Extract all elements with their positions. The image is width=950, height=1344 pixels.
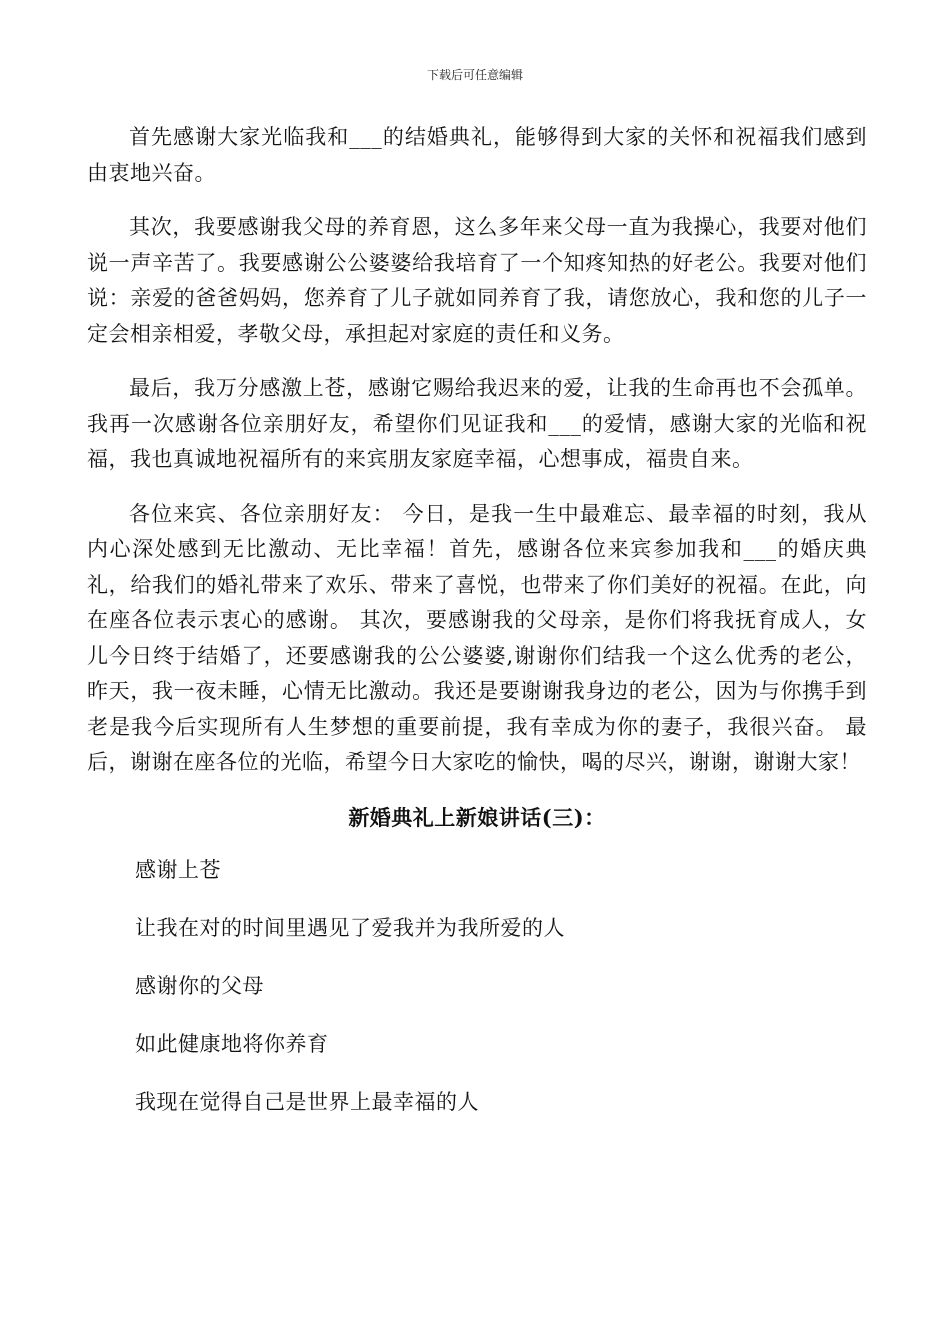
- paragraph-thanks-parents: 其次，我要感谢我父母的养育恩，这么多年来父母一直为我操心，我要对他们说一声辛苦了。我要感谢公公婆婆给我培育了一个知疼知热的好老公。我要对他们说：亲爱的爸爸妈妈，您养育了儿子就如同养育了我，请您放心，我和您的儿子一定会相亲相爱，孝敬父母，承担起对家庭的责任和义务。: [87, 215, 867, 346]
- poem-lines: [87, 853, 867, 1143]
- poem-line: 我现在觉得自己是世界上最幸福的人: [135, 1089, 479, 1114]
- section-title: 新婚典礼上新娘讲话(三)：: [348, 804, 606, 830]
- paragraph-bride-speech: 各位来宾、各位亲朋好友： 今日，是我一生中最难忘、最幸福的时刻，我从内心深处感到无比激动、无比幸福！首先，感谢各位来宾参加我和___的婚庆典礼，给我们的婚礼带来了欢乐、带来了喜悦，也带来了你们美好的祝福。在此，向在座各位表示衷心的感谢。 其次，要感谢我的父母亲，是你们将我抚育成人，女儿今日终于结婚了，还要感谢我的公公婆婆,谢谢你们结我一个这么优秀的老公，昨天，我一夜未睡，心情无比激动。我还是要谢谢我身边的老公，因为与你携手到老是我今后实现所有人生梦想的重要前提，我有幸成为你的妻子，我很兴奋。 最后，谢谢在座各位的光临，希望今日大家吃的愉快，喝的尽兴，谢谢，谢谢大家！: [87, 501, 867, 774]
- page-header: 下载后可任意编辑: [426, 68, 523, 82]
- poem-line: 如此健康地将你养育: [135, 1031, 329, 1056]
- paragraph-thanks-guests: 首先感谢大家光临我和___的结婚典礼，能够得到大家的关怀和祝福我们感到由衷地兴奋。: [87, 125, 867, 185]
- paragraph-thanks-heaven: 最后，我万分感激上苍，感谢它赐给我迟来的爱，让我的生命再也不会孤单。我再一次感谢各位亲朋好友，希望你们见证我和___的爱情，感谢大家的光临和祝福，我也真诚地祝福所有的来宾朋友家庭幸福，心想事成，福贵自来。: [87, 376, 867, 471]
- poem-line: 感谢你的父母: [135, 973, 264, 998]
- document-body: [87, 120, 867, 1143]
- poem-line: 让我在对的时间里遇见了爱我并为我所爱的人: [135, 915, 565, 940]
- poem-line: 感谢上苍: [135, 857, 221, 882]
